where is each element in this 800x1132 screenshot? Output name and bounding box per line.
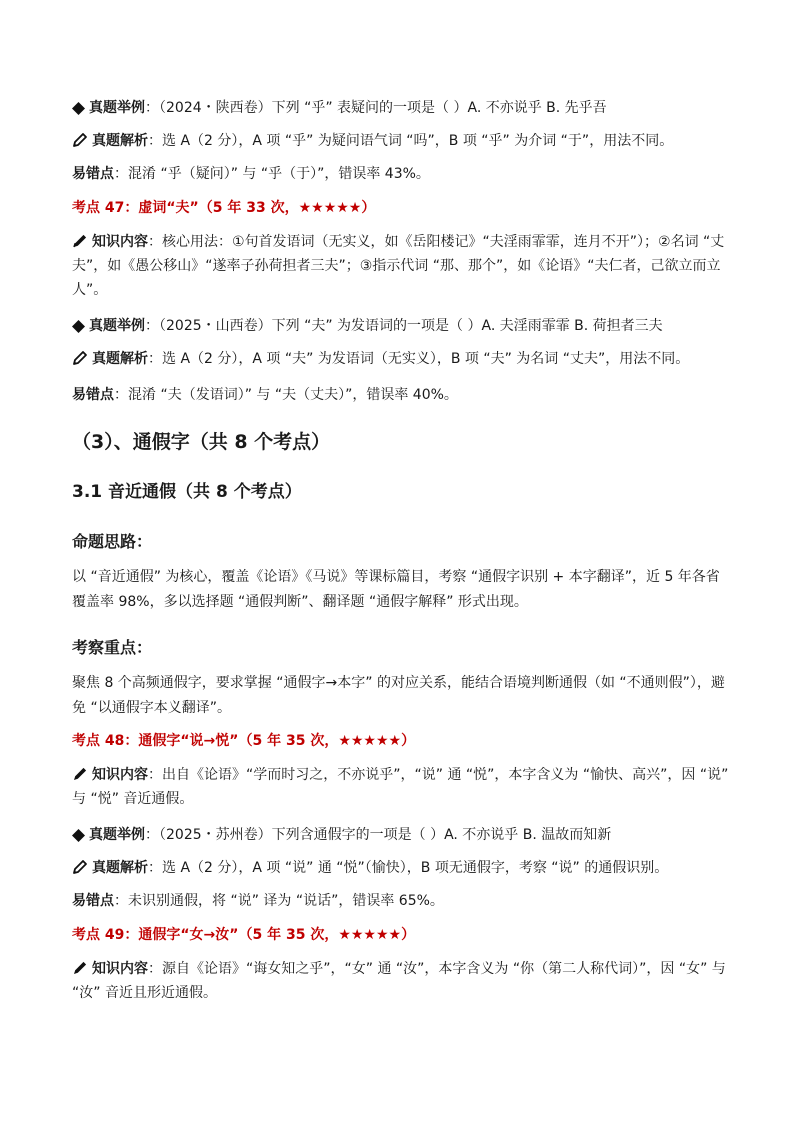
knowledge-content: 知识内容：源自《论语》“诲女知之乎”，“女” 通 “汝”，本字含义为 “你（第二人称代词）”，因 “女” 与 “汝” 音近且形近通假。 — [72, 961, 726, 1001]
pen-icon — [72, 960, 88, 976]
pencil-icon — [72, 859, 88, 875]
kaocha-text: 聚焦 8 个高频通假字，要求掌握 “通假字→本字” 的对应关系，能结合语境判断通假（如 “不通则假”），避免 “以通假字本义翻译”。 — [72, 675, 725, 716]
pencil-icon — [72, 132, 88, 148]
pen-icon — [72, 766, 88, 782]
diamond-icon — [72, 102, 85, 115]
knowledge-content: 知识内容：核心用法：①句首发语词（无实义，如《岳阳楼记》“夫淫雨霏霏，连月不开”）；②名词 “丈夫”，如《愚公移山》“遂率子孙荷担者三夫”；③指示代词 “那、那个”，如《论语》“夫仁者，己欲立而立人”。 — [72, 234, 725, 298]
knowledge-content: 知识内容：出自《论语》“学而时习之，不亦说乎”，“说” 通 “悦”，本字含义为 “愉快、高兴”，因 “说” 与 “悦” 音近通假。 — [72, 767, 729, 807]
exam-example: 真题举例：（2025・苏州卷）下列含通假字的一项是（ ）A. 不亦说乎 B. 温故而知新 — [72, 823, 730, 847]
common-mistake: 易错点：混淆 “乎（疑问）” 与 “乎（于）”，错误率 43%。 — [72, 166, 430, 182]
exam-analysis: 真题解析：选 A（2 分），A 项 “夫” 为发语词（无实义），B 项 “夫” 为名词 “丈夫”，用法不同。 — [72, 347, 730, 371]
diamond-icon — [72, 320, 85, 333]
diamond-icon — [72, 829, 85, 842]
exam-analysis: 真题解析：选 A（2 分），A 项 “乎” 为疑问语气词 “吗”，B 项 “乎” 为介词 “于”，用法不同。 — [72, 129, 730, 153]
common-mistake: 易错点：混淆 “夫（发语词）” 与 “夫（丈夫）”，错误率 40%。 — [72, 387, 458, 403]
kaodian-heading: 考点 49：通假字“女→汝”（5 年 35 次，★★★★★） — [72, 927, 416, 943]
exam-example: 真题举例：（2024・陕西卷）下列 “乎” 表疑问的一项是（ ）A. 不亦说乎 B. 先乎吾 — [72, 96, 730, 120]
common-mistake: 易错点：未识别通假，将 “说” 译为 “说话”，错误率 65%。 — [72, 893, 444, 909]
document-page — [72, 96, 730, 1005]
exam-analysis: 真题解析：选 A（2 分），A 项 “说” 通 “悦”（愉快），B 项无通假字，考察 “说” 的通假识别。 — [72, 856, 730, 880]
kaodian-heading: 考点 48：通假字“说→悦”（5 年 35 次，★★★★★） — [72, 733, 416, 749]
pen-icon — [72, 233, 88, 249]
kaodian-heading: 考点 47：虚词“夫”（5 年 33 次，★★★★★） — [72, 200, 376, 216]
mingti-text: 以 “音近通假” 为核心，覆盖《论语》《马说》等课标篇目，考察 “通假字识别 + 本字翻译”，近 5 年各省覆盖率 98%，多以选择题 “通假判断”、翻译题 “通假字解释” 形式出现。 — [72, 569, 720, 610]
pencil-icon — [72, 350, 88, 366]
subsection-title: 3.1 音近通假（共 8 个考点） — [72, 482, 302, 502]
kaocha-heading: 考察重点： — [72, 638, 153, 657]
exam-example: 真题举例：（2025・山西卷）下列 “夫” 为发语词的一项是（ ）A. 夫淫雨霏霏 B. 荷担者三夫 — [72, 314, 730, 338]
mingti-heading: 命题思路： — [72, 532, 153, 551]
section-title: （3）、通假字（共 8 个考点） — [72, 431, 331, 453]
